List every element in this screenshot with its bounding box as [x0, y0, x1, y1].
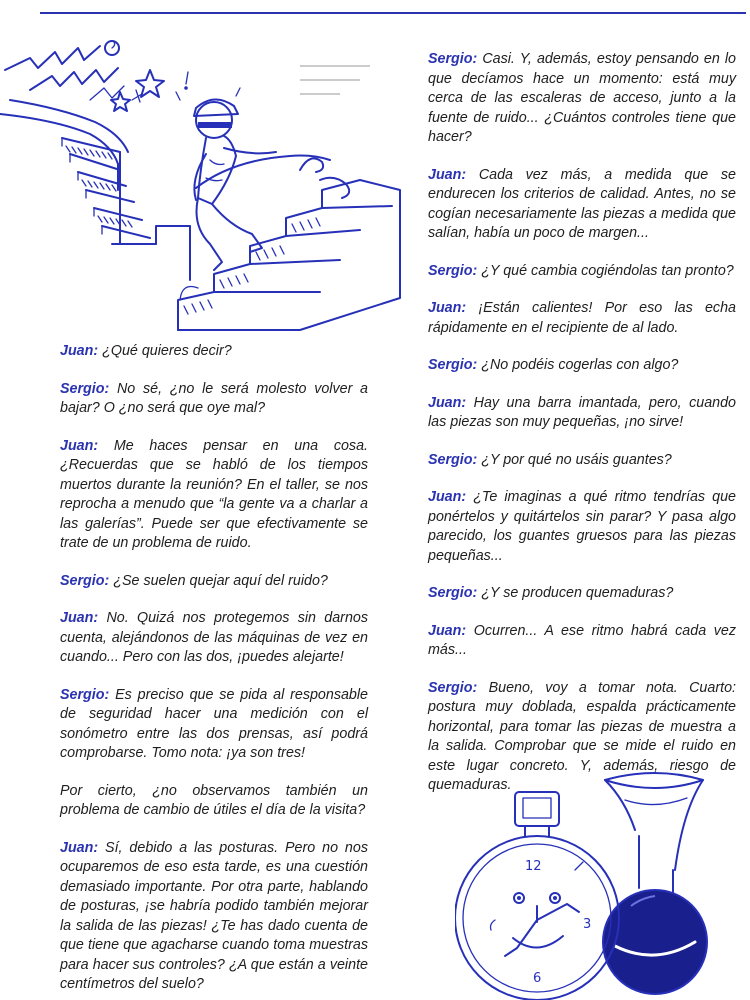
speaker-label: Sergio:	[428, 357, 478, 373]
speaker-label: Juan:	[428, 489, 467, 505]
speaker-label: Juan:	[60, 839, 99, 856]
dialogue-paragraph	[428, 622, 736, 661]
dialogue-text: No. Quizá nos protegemos sin darnos cuenta, alejándonos de las máquinas de vez en cuando... Pero con las dos, ¡puedes alejarte!	[60, 610, 368, 665]
dialogue-text: Me haces pensar en una cosa. ¿Recuerdas que se habló de los tiempos muertos durante la reunión? En el taller, se nos reprocha a menudo que “la gente va a charlar a las galerías”. Puede ser que efectivamente se trate de un problema de ruido.	[60, 437, 368, 551]
dialogue-paragraph	[428, 356, 736, 376]
dialogue-paragraph	[428, 451, 736, 471]
dialogue-text: Sí, debido a las posturas. Pero no nos ocuparemos de eso esta tarde, es una cuestión demasiado importante. Por otra parte, hablando de posturas, ¡se habría podido también mejorar la salida de las piezas! ¿Te has dado cuenta de que tiene que agacharse cuando toma muestras para hacer sus controles? ¿A que están a veinte centímetros del suelo?	[60, 839, 368, 992]
speaker-label: Juan:	[428, 166, 467, 183]
speaker-label: Juan:	[60, 343, 99, 359]
dialogue-text: ¿Y se producen quemaduras?	[481, 585, 674, 601]
top-rule	[40, 12, 746, 14]
svg-text:3: 3	[583, 917, 592, 932]
dialogue-text: Hay una barra imantada, pero, cuando las piezas son muy pequeñas, ¡no sirve!	[428, 394, 736, 430]
dialogue-text: No sé, ¿no le será molesto volver a bajar? O ¿no será que oye mal?	[60, 380, 368, 416]
dialogue-text: ¿Y por qué no usáis guantes?	[481, 451, 672, 468]
speaker-label: Juan:	[428, 622, 467, 639]
speaker-label: Sergio:	[428, 679, 478, 696]
svg-text:6: 6	[533, 971, 542, 986]
right-text-column	[428, 50, 736, 796]
speaker-label: Juan:	[60, 610, 99, 626]
stopwatch-horn-illustration	[455, 770, 745, 1000]
speaker-label: Sergio:	[60, 380, 110, 397]
dialogue-paragraph	[428, 488, 736, 566]
speaker-label: Juan:	[60, 437, 99, 454]
dialogue-paragraph	[428, 679, 736, 796]
dialogue-paragraph	[60, 782, 368, 821]
dialogue-paragraph	[60, 437, 368, 554]
dialogue-paragraph	[60, 380, 368, 419]
svg-text:12: 12	[525, 859, 542, 874]
left-text-column	[60, 342, 368, 995]
speaker-label: Sergio:	[428, 262, 478, 279]
dialogue-paragraph	[428, 394, 736, 433]
dialogue-paragraph	[60, 686, 368, 764]
dialogue-paragraph	[428, 50, 736, 148]
dialogue-paragraph	[428, 584, 736, 604]
dialogue-text: ¿Te imaginas a qué ritmo tendrías que ponértelos y quitártelos sin parar? Y pasa algo parecido, los guantes gruesos para las piezas pequeñas...	[428, 489, 736, 564]
dialogue-text: ¿Qué quieres decir?	[102, 343, 232, 359]
speaker-label: Sergio:	[428, 585, 478, 601]
stairs-worker-illustration	[0, 30, 415, 335]
dialogue-paragraph	[60, 609, 368, 668]
dialogue-paragraph	[60, 839, 368, 995]
dialogue-paragraph	[60, 572, 368, 592]
speaker-label: Sergio:	[60, 686, 110, 703]
dialogue-paragraph	[428, 166, 736, 244]
dialogue-text: Cada vez más, a medida que se endurecen los criterios de calidad. Antes, no se cogían necesariamente las piezas a medida que salían, había un poco de margen...	[428, 166, 736, 241]
speaker-label: Sergio:	[60, 572, 110, 589]
speaker-label: Sergio:	[428, 51, 478, 67]
dialogue-text: ¿Y qué cambia cogiéndolas tan pronto?	[481, 262, 734, 279]
dialogue-text: Por cierto, ¿no observamos también un problema de cambio de útiles el día de la visita?	[60, 782, 368, 818]
dialogue-text: Es preciso que se pida al responsable de seguridad hacer una medición con el sonómetro entre las dos prensas, así podrá comprobarse. Tomo nota: ¡ya son tres!	[60, 686, 368, 761]
dialogue-text: Casi. Y, además, estoy pensando en lo que decíamos hace un momento: está muy cerca de las escaleras de acceso, junto a la fuente de ruido... ¿Cuántos controles tiene que hacer?	[428, 51, 736, 145]
speaker-label: Juan:	[428, 394, 467, 411]
dialogue-text: ¿No podéis cogerlas con algo?	[481, 357, 679, 373]
dialogue-text: ¿Se suelen quejar aquí del ruido?	[113, 572, 328, 589]
dialogue-paragraph	[428, 262, 736, 282]
dialogue-paragraph	[428, 299, 736, 338]
dialogue-text: Bueno, voy a tomar nota. Cuarto: postura muy doblada, espalda prácticamente horizontal, para tomar las piezas de muestra a la salida. Comprobar que se mide el ruido en este lugar concreto. Y, además, riesgo de quemaduras.	[428, 679, 736, 793]
dialogue-text: Ocurren... A ese ritmo habrá cada vez más...	[428, 622, 736, 658]
dialogue-text: ¡Están calientes! Por eso las echa rápidamente en el recipiente de al lado.	[428, 300, 736, 336]
speaker-label: Juan:	[428, 300, 467, 316]
dialogue-paragraph	[60, 342, 368, 362]
speaker-label: Sergio:	[428, 451, 478, 468]
